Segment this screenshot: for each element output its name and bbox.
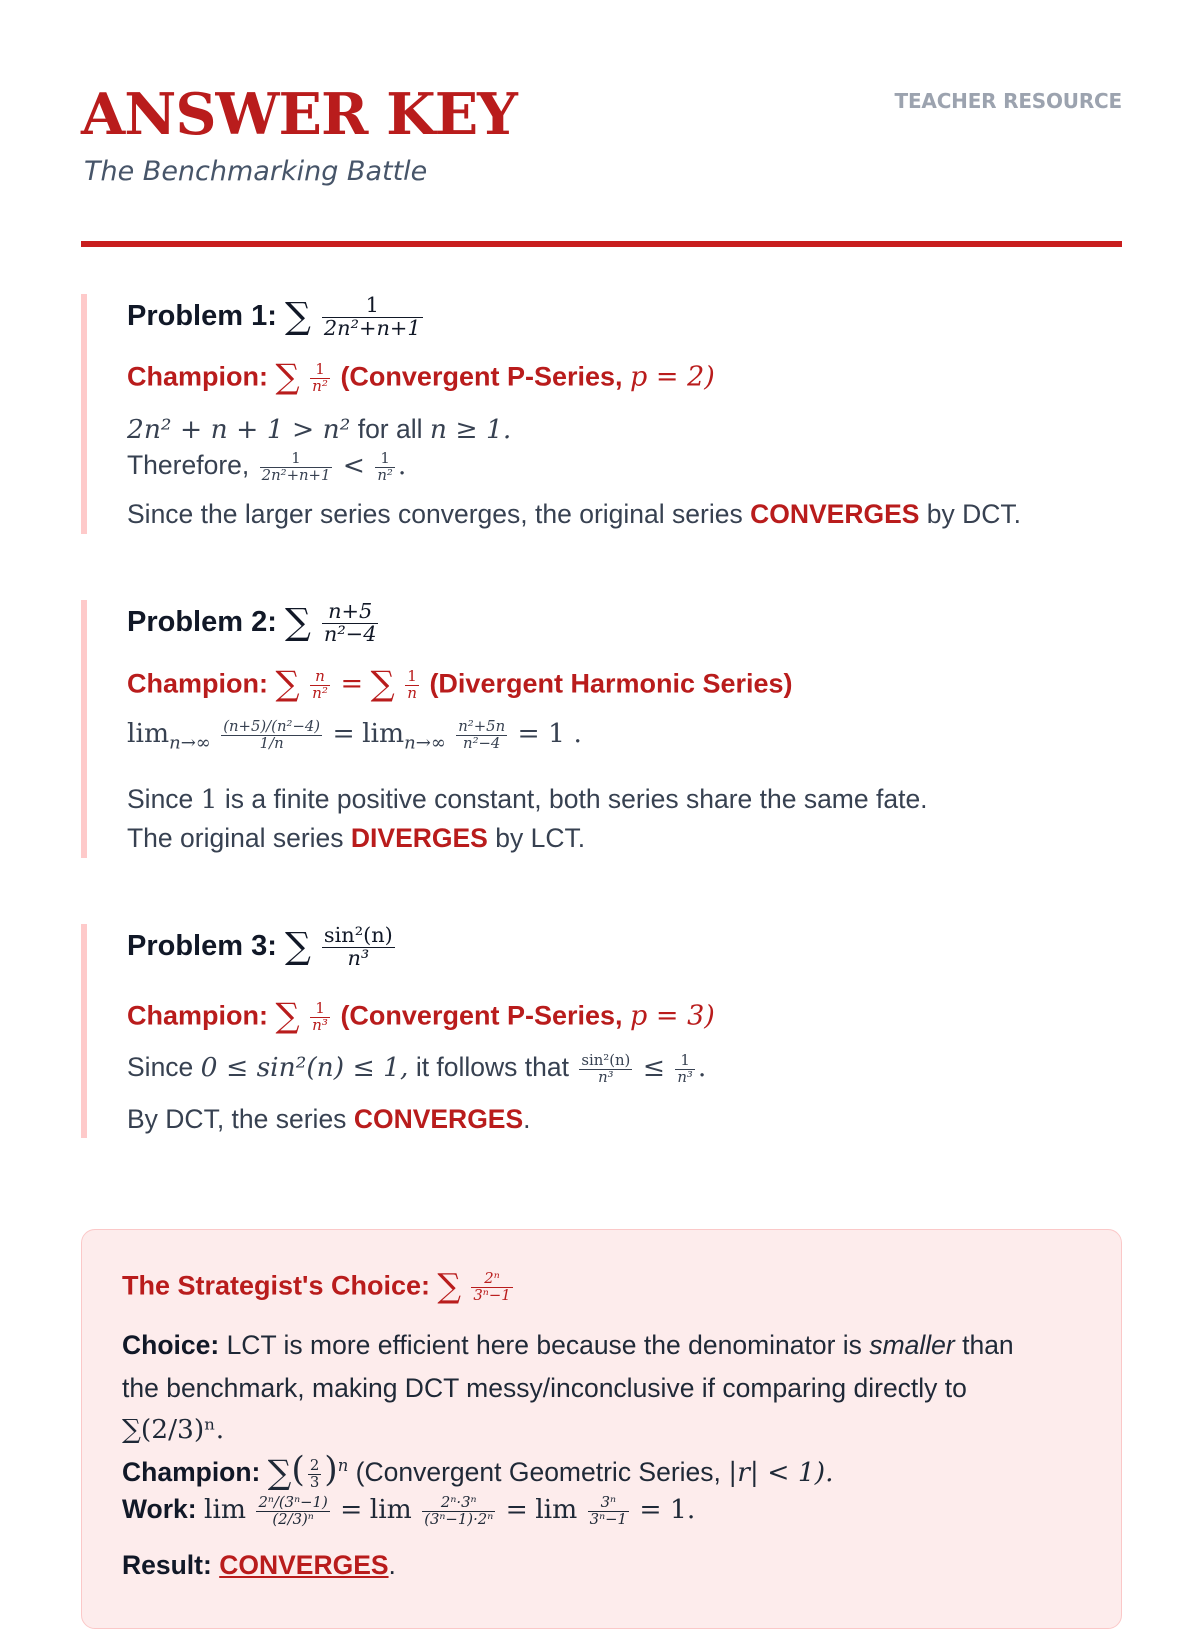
strategy-title-label: The Strategist's Choice: — [122, 1270, 430, 1301]
champion-fraction — [310, 666, 330, 702]
fraction-denominator: 3ⁿ−1 — [589, 1510, 627, 1528]
champion-fraction-simplified — [405, 666, 419, 702]
result-verdict: CONVERGES — [219, 1550, 389, 1580]
fraction-numerator: 2ⁿ/(3ⁿ−1) — [258, 1493, 328, 1511]
problem-1-conclusion — [127, 499, 1021, 530]
sum-symbol: ∑ — [437, 1266, 461, 1305]
line-text: Since — [127, 1052, 194, 1082]
problem-3-card — [81, 924, 1122, 1138]
limit-operator: lim — [369, 1494, 412, 1525]
fraction-denominator: n³ — [598, 1068, 614, 1086]
fraction-denominator: 2n²+n+1 — [261, 466, 331, 484]
problem-1-step-2 — [127, 450, 406, 483]
limit-operator: lim — [362, 718, 405, 749]
fraction-denominator: 2n²+n+1 — [323, 315, 421, 340]
problem-1-title — [127, 294, 426, 340]
choice-label: Choice: — [122, 1330, 220, 1360]
limit-fraction-1 — [221, 719, 322, 751]
problem-2-conclusion — [127, 823, 585, 854]
fraction-numerator: 2 — [309, 1456, 320, 1474]
constant: 1 — [200, 784, 218, 815]
conclusion-text: The original series — [127, 823, 344, 853]
verdict: DIVERGES — [350, 823, 488, 853]
work-label: Work: — [122, 1494, 197, 1524]
fraction-denominator: 3 — [309, 1473, 320, 1491]
problem-1-series — [322, 295, 423, 340]
strategist-choice-box — [81, 1229, 1122, 1629]
step-text: Therefore, — [127, 450, 250, 480]
fraction-numerator: sin²(n) — [323, 923, 393, 948]
champion-description: (Divergent Harmonic Series) — [429, 668, 793, 699]
fraction-numerator: n+5 — [322, 601, 379, 624]
champion-parameter: |r| < 1). — [728, 1457, 834, 1488]
champion-fraction — [308, 1458, 321, 1490]
problem-3-conclusion — [127, 1104, 531, 1135]
champion-label: Champion: — [127, 668, 268, 699]
limit-operator: lim — [203, 1494, 247, 1525]
paren-open: ( — [291, 1450, 305, 1490]
fraction-numerator: 2ⁿ·3ⁿ — [422, 1495, 495, 1512]
fraction-denominator: 1/n — [259, 734, 284, 752]
fraction-numerator: 1 — [260, 451, 333, 468]
page-subtitle: The Benchmarking Battle — [84, 156, 428, 187]
work-fraction-3 — [588, 1495, 629, 1527]
fraction-numerator: 1 — [310, 1001, 330, 1018]
fraction-numerator: 1 — [310, 362, 330, 379]
problem-2-card — [81, 600, 1122, 858]
sum-symbol: ∑ — [267, 1452, 292, 1492]
relation: < — [342, 450, 365, 481]
problem-2-champion — [127, 664, 793, 703]
champion-fraction — [310, 359, 330, 395]
champion-description: (Convergent Geometric Series, — [355, 1457, 721, 1487]
fraction-numerator: 1 — [322, 295, 423, 318]
limit-fraction-2 — [456, 719, 507, 751]
fraction-numerator: 3ⁿ — [588, 1495, 629, 1512]
equals-sign: = — [340, 1494, 363, 1525]
conclusion-text: by LCT. — [495, 823, 586, 853]
limit-subscript: n→∞ — [169, 732, 211, 754]
strategy-choice-line-3: ∑(2/3)ⁿ. — [122, 1414, 225, 1445]
champion-parameter: p = 2) — [630, 361, 715, 393]
equals-sign: = — [340, 668, 364, 700]
sum-symbol: ∑ — [284, 924, 311, 967]
fraction-numerator: 2ⁿ — [471, 1271, 512, 1288]
champion-description: (Convergent P-Series, — [340, 1000, 623, 1031]
verdict: CONVERGES — [353, 1104, 524, 1134]
problem-1-label: Problem 1: — [127, 300, 277, 333]
fraction-denominator: n² — [312, 376, 328, 395]
champion-label: Champion: — [127, 1000, 268, 1031]
equals-sign: = — [505, 1494, 528, 1525]
fraction-denominator: 3ⁿ−1 — [473, 1286, 511, 1304]
limit-result: = 1 . — [517, 718, 582, 749]
problem-1-card — [81, 294, 1122, 534]
rhs-fraction — [675, 1053, 695, 1085]
sum-symbol: ∑ — [275, 664, 300, 703]
limit-operator: lim — [535, 1494, 578, 1525]
fraction-denominator: n³ — [347, 945, 370, 970]
problem-2-line-2 — [127, 784, 928, 815]
line-text: Since — [127, 784, 194, 814]
problem-3-line-1 — [127, 1052, 706, 1085]
condition: n ≥ 1. — [429, 414, 512, 445]
problem-2-title — [127, 600, 381, 646]
champion-label: Champion: — [122, 1457, 261, 1487]
fraction-denominator: (3ⁿ−1)·2ⁿ — [424, 1510, 494, 1528]
fraction-numerator: (n+5)/(n²−4) — [223, 717, 321, 735]
result-label: Result: — [122, 1550, 212, 1580]
conclusion-text: by DCT. — [926, 499, 1022, 529]
line-text: it follows that — [415, 1052, 569, 1082]
problem-3-champion — [127, 996, 715, 1035]
fraction-numerator: sin²(n) — [581, 1051, 631, 1069]
fraction-numerator: n — [310, 669, 330, 686]
champion-fraction — [310, 998, 330, 1034]
inequality: 2n² + n + 1 > n² — [127, 414, 351, 445]
choice-emphasis: smaller — [869, 1330, 955, 1360]
champion-label: Champion: — [127, 361, 268, 392]
verdict: CONVERGES — [750, 499, 920, 529]
sum-symbol: ∑ — [370, 664, 395, 703]
fraction-denominator: n — [407, 683, 417, 702]
fraction-numerator: 1 — [675, 1053, 695, 1070]
result-period: . — [388, 1550, 396, 1580]
sum-symbol: ∑ — [284, 294, 311, 337]
fraction-denominator: (2/3)ⁿ — [272, 1510, 314, 1528]
champion-description: (Convergent P-Series, — [340, 361, 623, 392]
problem-2-label: Problem 2: — [127, 606, 277, 639]
work-fraction-2 — [422, 1495, 495, 1527]
step-text: for all — [357, 414, 423, 444]
conclusion-text: . — [523, 1104, 531, 1134]
rhs-fraction — [375, 451, 395, 483]
relation: ≤ — [642, 1052, 665, 1083]
champion-parameter: p = 3) — [630, 1000, 715, 1032]
sum-symbol: ∑ — [275, 357, 300, 396]
work-fraction-1 — [256, 1495, 329, 1527]
lhs-fraction — [260, 451, 333, 483]
fraction-denominator: n³ — [312, 1015, 328, 1034]
fraction-denominator: n² — [377, 466, 393, 484]
exponent: n — [337, 1456, 349, 1476]
strategy-work — [122, 1494, 695, 1527]
problem-3-label: Problem 3: — [127, 930, 277, 963]
page-title: ANSWER KEY — [81, 81, 517, 148]
limit-operator: lim — [127, 718, 170, 749]
fraction-denominator: n²−4 — [323, 621, 377, 646]
sum-symbol: ∑ — [275, 996, 300, 1035]
fraction-numerator: 1 — [375, 451, 395, 468]
choice-text: LCT is more efficient here because the denominator is — [226, 1330, 862, 1360]
fraction-numerator: 1 — [405, 669, 419, 686]
period: . — [397, 450, 407, 481]
header-divider — [81, 241, 1122, 247]
fraction-numerator: n²+5n — [458, 717, 506, 735]
problem-3-series — [322, 925, 395, 970]
fraction-denominator: n² — [312, 683, 328, 702]
equals-sign: = — [332, 718, 355, 749]
strategy-choice-line-1 — [122, 1330, 1014, 1361]
strategy-title — [122, 1266, 516, 1305]
paren-close: ) — [324, 1450, 338, 1490]
lhs-fraction — [579, 1053, 632, 1085]
fraction-denominator: n³ — [677, 1068, 693, 1086]
limit-subscript: n→∞ — [404, 732, 446, 754]
strategy-result — [122, 1550, 396, 1581]
choice-text: than — [962, 1330, 1014, 1360]
problem-1-champion — [127, 357, 715, 396]
problem-3-title — [127, 924, 398, 970]
line-text: is a finite positive constant, both series share the same fate. — [224, 784, 928, 814]
problem-2-series — [322, 601, 379, 646]
strategy-choice-line-2: the benchmark, making DCT messy/inconclusive if comparing directly to — [122, 1373, 967, 1403]
sum-symbol: ∑ — [284, 600, 311, 643]
conclusion-text: Since the larger series converges, the original series — [127, 499, 743, 529]
work-result: = 1. — [639, 1494, 696, 1525]
strategy-champion — [122, 1450, 834, 1492]
problem-2-limit — [127, 718, 582, 753]
fraction-denominator: n²−4 — [463, 734, 501, 752]
resource-label: TEACHER RESOURCE — [894, 89, 1122, 113]
inequality: 0 ≤ sin²(n) ≤ 1, — [200, 1052, 409, 1083]
period: . — [697, 1052, 707, 1083]
strategy-series — [471, 1271, 512, 1303]
problem-1-step-1 — [127, 414, 511, 445]
conclusion-text: By DCT, the series — [127, 1104, 347, 1134]
